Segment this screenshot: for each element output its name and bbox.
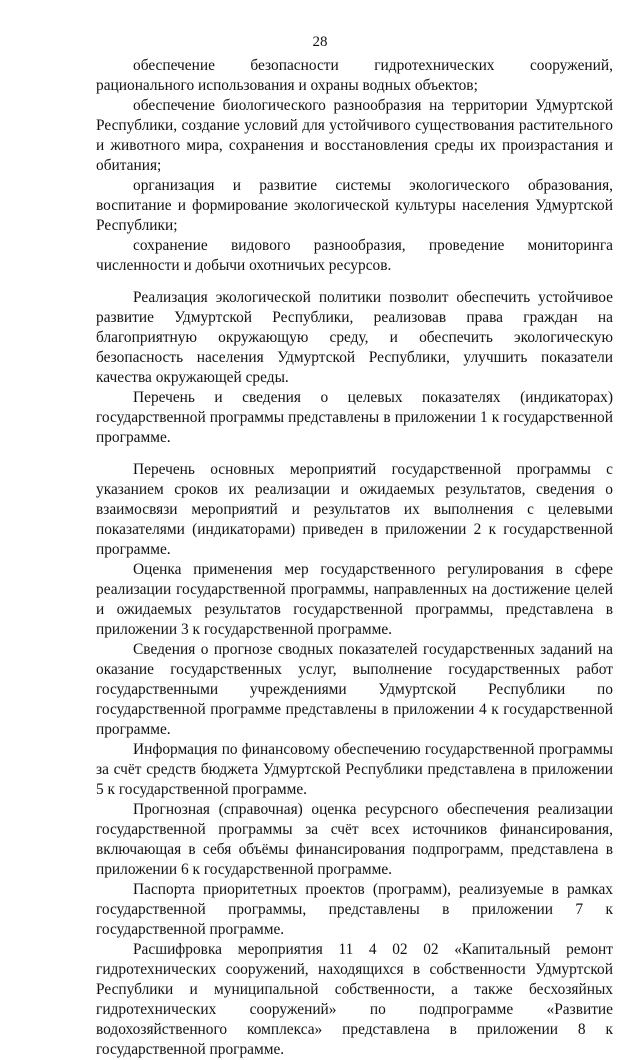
page-number: 28 <box>312 34 328 50</box>
paragraph: Расшифровка мероприятия 11 4 02 02 «Капитальный ремонт гидротехнических сооружений, находящихся в собственности Удмуртской Республики и муниципальной собственности, а также бесхозяйных гидротехнических сооружений» по подпрограмме «Развитие водохозяйственного комплекса» представлена в приложении 8 к государственной программе. <box>96 941 613 1058</box>
paragraph: Перечень основных мероприятий государственной программы с указанием сроков их реализации и ожидаемых результатов, сведения о взаимосвязи мероприятий и результатов их выполнения с целевыми показателями (индикаторами) приведен в приложении 2 к государственной программе. <box>96 461 613 558</box>
paragraph: Прогнозная (справочная) оценка ресурсного обеспечения реализации государственной программы за счёт всех источников финансирования, включающая в себя объёмы финансирования подпрограмм, представлена в приложении 6 к государственной программе. <box>96 801 613 878</box>
paragraph: Перечень и сведения о целевых показателях (индикаторах) государственной программы представлены в приложении 1 к государственной программе. <box>96 389 613 446</box>
paragraph: сохранение видового разнообразия, проведение мониторинга численности и добычи охотничьих ресурсов. <box>96 237 613 274</box>
paragraph: обеспечение биологического разнообразия на территории Удмуртской Республики, создание условий для устойчивого существования растительного и животного мира, сохранения и восстановления среды их произрастания и обитания; <box>96 97 613 174</box>
paragraph: Реализация экологической политики позволит обеспечить устойчивое развитие Удмуртской Республики, реализовав права граждан на благоприятную окружающую среду, и обеспечить экологическую безопасность населения Удмуртской Республики, улучшить показатели качества окружающей среды. <box>96 289 613 386</box>
document-body <box>96 56 613 1060</box>
paragraph: обеспечение безопасности гидротехнических сооружений, рационального использования и охраны водных объектов; <box>96 57 613 94</box>
paragraph: Оценка применения мер государственного регулирования в сфере реализации государственной программы, направленных на достижение целей и ожидаемых результатов государственной программы, представлена в приложении 3 к государственной программе. <box>96 561 613 638</box>
paragraph: организация и развитие системы экологического образования, воспитание и формирование экологической культуры населения Удмуртской Республики; <box>96 177 613 234</box>
paragraph: Информация по финансовому обеспечению государственной программы за счёт средств бюджета Удмуртской Республики представлена в приложении 5 к государственной программе. <box>96 741 613 798</box>
paragraph: Сведения о прогнозе сводных показателей государственных заданий на оказание государственных услуг, выполнение государственных работ государственными учреждениями Удмуртской Республики по государственной программе представлены в приложении 4 к государственной программе. <box>96 641 613 738</box>
paragraph: Паспорта приоритетных проектов (программ), реализуемые в рамках государственной программы, представлены в приложении 7 к государственной программе. <box>96 881 613 938</box>
